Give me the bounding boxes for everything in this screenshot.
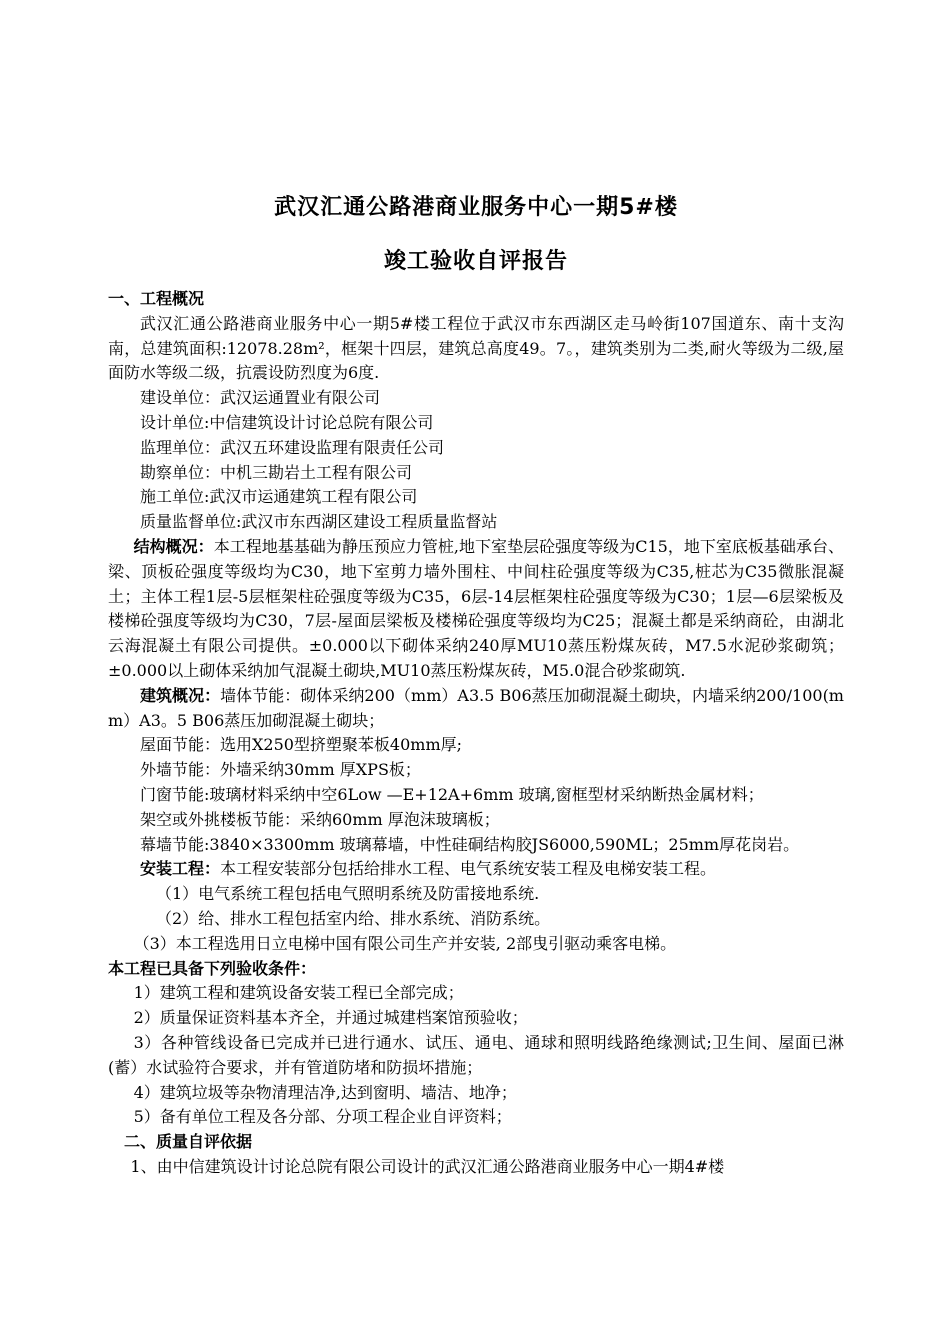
- condition-item: 1）建筑工程和建筑设备安装工程已全部完成；: [133, 983, 464, 1003]
- energy-windows: 门窗节能:玻璃材料采纳中空6Low —E+12A+6mm 玻璃,窗框型材采纳断热金属材料；: [140, 784, 764, 804]
- document-body: [108, 193, 844, 1180]
- unit-quality-supervision: 质量监督单位:武汉市东西湖区建设工程质量监督站: [140, 512, 498, 532]
- condition-item: 3）各种管线设备已完成并已进行通水、试压、通电、通球和照明线路绝缘测试;卫生间、屋面已淋(蓄）水试验符合要求，并有管道防堵和防损坏措施；: [108, 1032, 844, 1077]
- condition-item: 5）备有单位工程及各分部、分项工程企业自评资料；: [133, 1107, 512, 1127]
- basis-item-1: 1、由中信建筑设计讨论总院有限公司设计的武汉汇通公路港商业服务中心一期4#楼: [130, 1156, 725, 1176]
- structure-overview: [108, 535, 844, 684]
- conditions-heading: 本工程已具备下列验收条件：: [108, 958, 317, 978]
- section-1-heading: 一、工程概况: [108, 289, 205, 308]
- title-line-2: 竣工验收自评报告: [383, 249, 568, 274]
- building-text: 墙体节能：砌体采纳200（mm）A3.5 B06蒸压加砌混凝土砌块，内墙采纳200/100(mm）A3。5 B06蒸压加砌混凝土砌块；: [108, 685, 844, 730]
- structure-text: 本工程地基基础为静压预应力管桩,地下室垫层砼强度等级为C15，地下室底板基础承台、梁、顶板砼强度等级均为C30，地下室剪力墙外围柱、中间柱砼强度等级为C35,桩芯为C35微胀混凝土；主体工程1层-5层框架柱砼强度等级为C35，6层-14层框架柱砼强度等级为C30；1层—6层梁板及楼梯砼强度等级均为C30，7层-屋面层梁板及楼梯砼强度等级均为C25；混凝土都是采纳商砼，由湖北云海混凝土有限公司提供。±0.000以下砌体采纳240厚MU10蒸压粉煤灰砖，M7.5水泥砂浆砌筑；±0.000以上砌体采纳加气混凝土砌块,MU10蒸压粉煤灰砖，M5.0混合砂浆砌筑.: [108, 536, 844, 680]
- unit-builder: 施工单位:武汉市运通建筑工程有限公司: [140, 487, 418, 507]
- unit-design: 设计单位:中信建筑设计讨论总院有限公司: [140, 412, 434, 432]
- structure-label: 结构概况：: [133, 536, 214, 556]
- install-label: 安装工程：: [140, 859, 221, 879]
- section-2-heading: 二、质量自评依据: [124, 1132, 253, 1152]
- unit-construction: 建设单位：武汉运通置业有限公司: [140, 388, 381, 408]
- building-label: 建筑概况：: [140, 685, 221, 705]
- energy-floor-slab: 架空或外挑楼板节能：采纳60mm 厚泡沫玻璃板；: [140, 809, 500, 829]
- unit-supervision: 监理单位：武汉五环建设监理有限责任公司: [140, 437, 445, 457]
- install-item-electrical: （1）电气系统工程包括电气照明系统及防雷接地系统.: [156, 884, 540, 904]
- unit-survey: 勘察单位：中机三勘岩土工程有限公司: [140, 462, 413, 482]
- energy-roof: 屋面节能：选用X250型挤塑聚苯板40mm厚;: [140, 735, 463, 755]
- title-line-1: 武汉汇通公路港商业服务中心一期5#楼: [274, 195, 678, 220]
- project-overview: 武汉汇通公路港商业服务中心一期5#楼工程位于武汉市东西湖区走马岭街107国道东、南十支沟南，总建筑面积:12078.28m²，框架十四层，建筑总高度49。7。，建筑类别为二类,耐火等级为二级,屋面防水等级二级，抗震设防烈度为6度.: [108, 313, 844, 383]
- energy-curtain-wall: 幕墙节能:3840×3300mm 玻璃幕墙，中性硅硐结构胶JS6000,590ML；25mm厚花岗岩。: [140, 834, 800, 854]
- install-item-plumbing: （2）给、排水工程包括室内给、排水系统、消防系统。: [156, 908, 551, 928]
- condition-item: 2）质量保证资料基本齐全，并通过城建档案馆预验收；: [133, 1008, 528, 1028]
- energy-exterior-wall: 外墙节能：外墙采纳30mm 厚XPS板；: [140, 760, 421, 780]
- install-item-elevator: （3）本工程选用日立电梯中国有限公司生产并安装, 2部曳引驱动乘客电梯。: [133, 933, 677, 953]
- building-overview: [108, 684, 844, 734]
- install-overview: [108, 857, 844, 882]
- condition-item: 4）建筑垃圾等杂物清理洁净,达到窗明、墙洁、地净；: [133, 1082, 517, 1102]
- install-text: 本工程安装部分包括给排水工程、电气系统安装工程及电梯安装工程。: [220, 859, 717, 879]
